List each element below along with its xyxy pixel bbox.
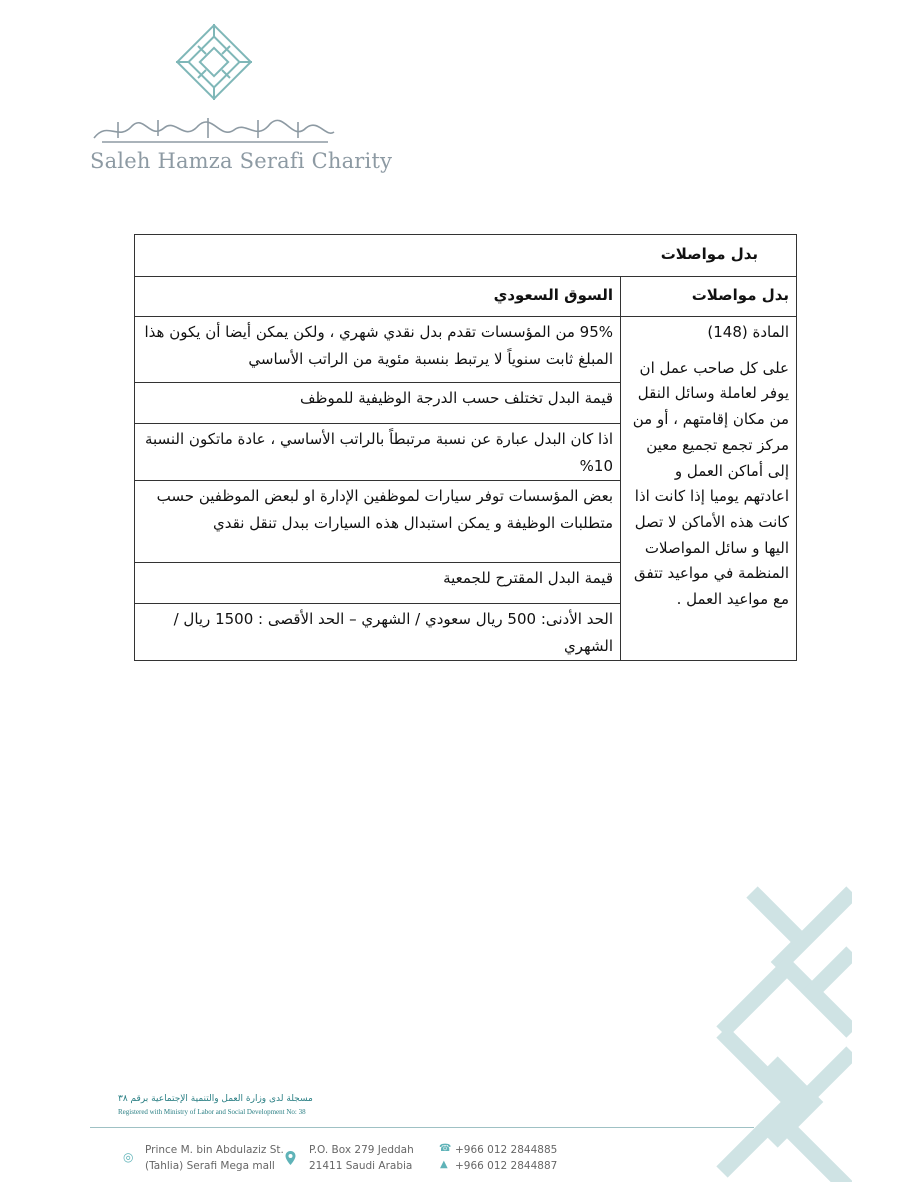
pobox-block [309, 1142, 414, 1174]
charity-logo-arabic [88, 112, 338, 148]
decorative-pattern [712, 882, 852, 1182]
contact-block [455, 1142, 557, 1174]
charity-logo-mark [168, 16, 260, 108]
charity-logo-english: Saleh Hamza Serafi Charity [90, 149, 393, 173]
registration-english: Registered with Ministry of Labor and Social Development No: 38 [118, 1108, 306, 1116]
fax-icon: ▲ [440, 1159, 448, 1170]
globe-icon: ◎ [123, 1150, 134, 1164]
registration-arabic: مسجلة لدى وزارة العمل والتنمية الإجتماعية برقم ٣٨ [118, 1094, 313, 1104]
market-row-1: 95% من المؤسسات تقدم بدل نقدي شهري ، ولكن يمكن أيضا أن يكون هذا المبلغ ثابت سنوياً لا يرتبط بنسبة مئوية من الراتب الأساسي [135, 317, 621, 383]
article-body: على كل صاحب عمل ان يوفر لعاملة وسائل النقل من مكان إقامتهم ، أو من مركز تجمع تجميع معين إلى أماكن العمل و اعادتهم يوميا إذا كانت اذا كانت هذه الأماكن لا تصل اليها و سائل المواصلات المنظمة في مواعيد تتفق مع مواعيد العمل . [632, 358, 790, 609]
phone-number: +966 012 2844885 [455, 1144, 558, 1156]
fax-number: +966 012 2844887 [455, 1160, 558, 1172]
col-header-saudi-market: السوق السعودي [135, 277, 621, 317]
article-title: المادة (148) [707, 323, 790, 341]
market-row-3: اذا كان البدل عبارة عن نسبة مرتبطاً بالراتب الأساسي ، عادة ماتكون النسبة 10% [135, 424, 621, 481]
transport-allowance-table [134, 234, 797, 661]
address-line-1: Prince M. bin Abdulaziz St. [145, 1144, 284, 1156]
location-pin-icon [285, 1151, 296, 1165]
footer-divider [90, 1127, 754, 1128]
market-row-2: قيمة البدل تختلف حسب الدرجة الوظيفية للموظف [135, 383, 621, 424]
labor-law-article-cell [621, 317, 797, 661]
market-row-6: الحد الأدنى: 500 ريال سعودي / الشهري – الحد الأقصى : 1500 ريال / الشهري [135, 604, 621, 661]
address-block [145, 1142, 284, 1174]
market-row-4: بعض المؤسسات توفر سيارات لموظفين الإدارة او لبعض الموظفين حسب متطلبات الوظيفة و يمكن استبدال هذه السيارات ببدل تنقل نقدي [135, 481, 621, 563]
phone-icon: ☎ [439, 1143, 452, 1154]
pobox-line-1: P.O. Box 279 Jeddah [309, 1144, 414, 1156]
address-line-2: (Tahlia) Serafi Mega mall [145, 1160, 275, 1172]
market-row-5: قيمة البدل المقترح للجمعية [135, 563, 621, 604]
table-title: بدل مواصلات [135, 235, 797, 277]
pobox-line-2: 21411 Saudi Arabia [309, 1160, 413, 1172]
col-header-allowance: بدل مواصلات [621, 277, 797, 317]
